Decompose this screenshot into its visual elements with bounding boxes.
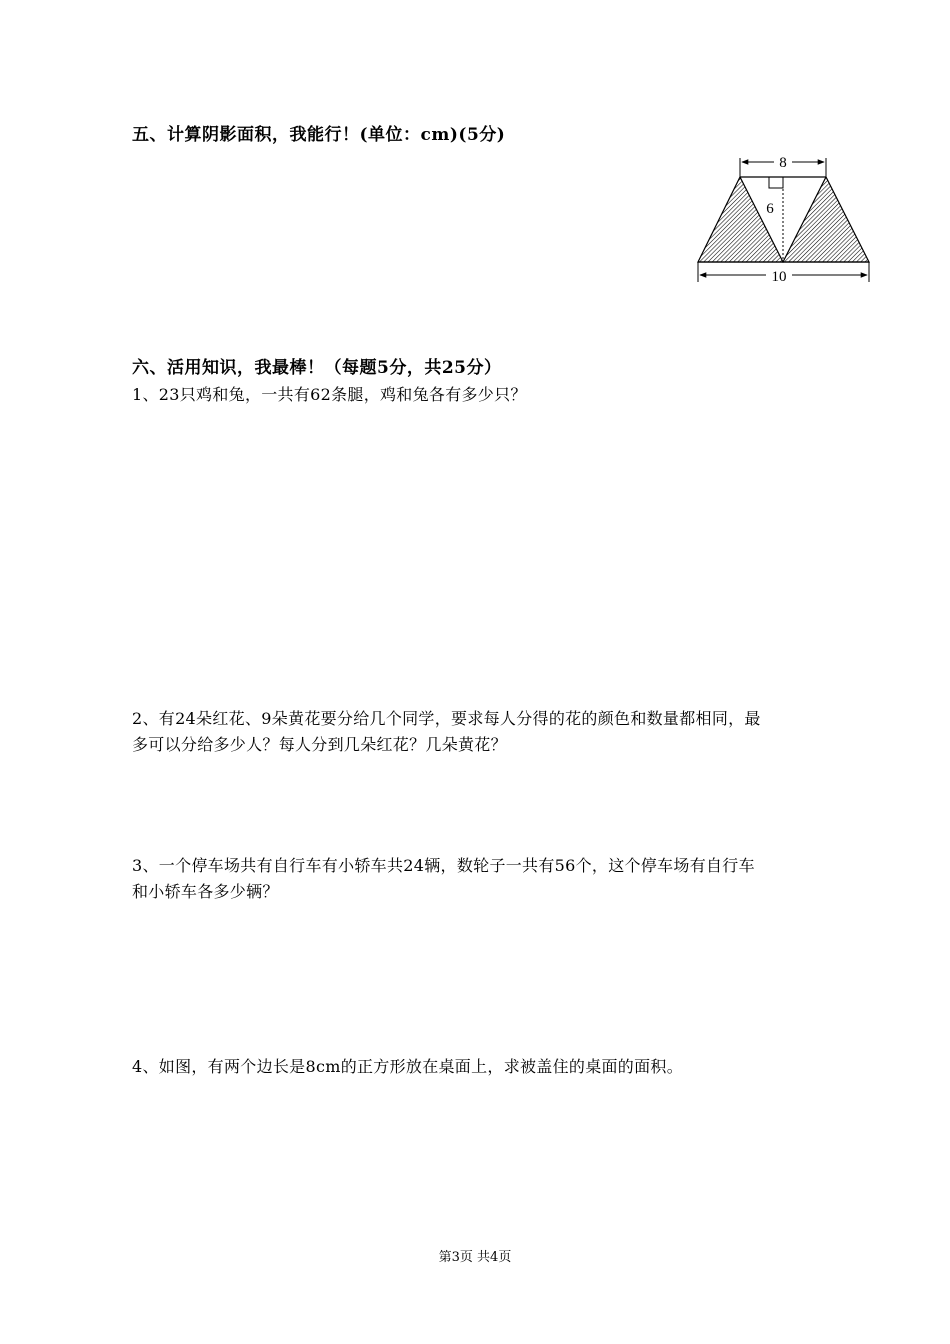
- section6-heading: 六、活用知识，我最棒！（每题5分，共25分）: [132, 358, 502, 378]
- right-angle-mark: [769, 177, 783, 188]
- question-3-line-1: 3、一个停车场共有自行车有小轿车共24辆，数轮子一共有56个，这个停车场有自行车: [132, 856, 755, 875]
- label-top: 8: [779, 155, 787, 171]
- shaded-triangle-left: [698, 177, 783, 262]
- question-4: 4、如图，有两个边长是8cm的正方形放在桌面上，求被盖住的桌面的面积。: [132, 1057, 683, 1076]
- question-3-line-2: 和小轿车各多少辆？: [132, 882, 279, 901]
- label-bottom: 10: [771, 269, 787, 285]
- shaded-triangle-right: [783, 177, 869, 262]
- question-1: 1、23只鸡和兔，一共有62条腿，鸡和兔各有多少只？: [132, 385, 527, 404]
- section5-heading: 五、计算阴影面积，我能行！(单位：cm)(5分): [132, 125, 506, 145]
- shaded-area-figure: [690, 148, 880, 290]
- label-height: 6: [766, 201, 774, 217]
- page-footer: 第3页 共4页: [438, 1250, 512, 1265]
- question-2-line-2: 多可以分给多少人？每人分到几朵红花？几朵黄花？: [132, 735, 507, 754]
- question-2-line-1: 2、有24朵红花、9朵黄花要分给几个同学，要求每人分得的花的颜色和数量都相同，最: [132, 709, 761, 728]
